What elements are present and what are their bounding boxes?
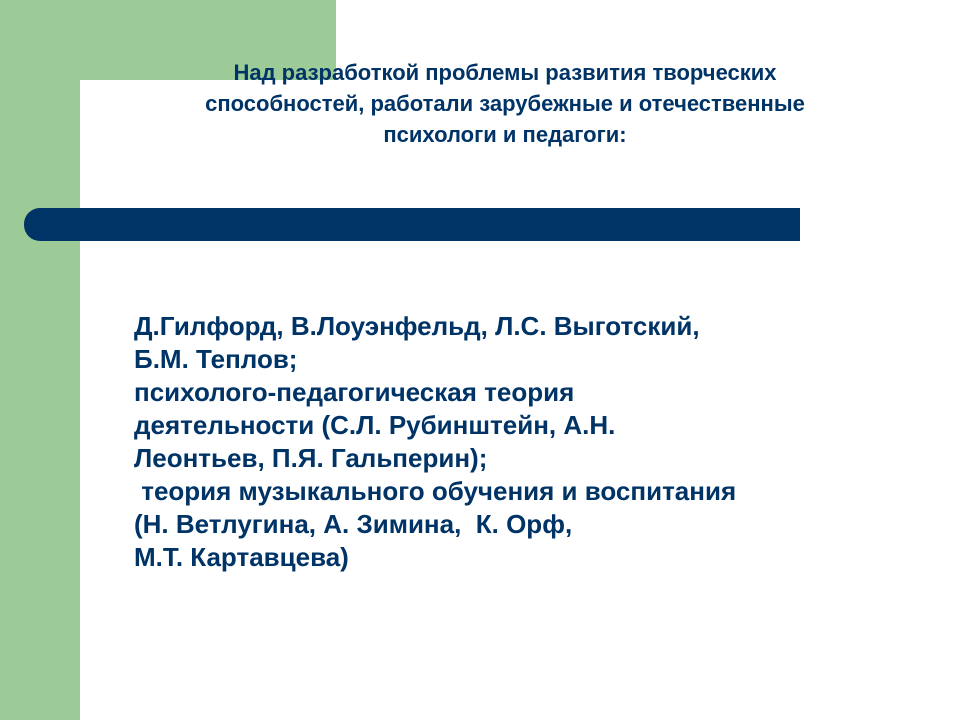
body-line: психолого-педагогическая теория [134, 377, 575, 407]
body-line: М.Т. Картавцева) [134, 542, 349, 572]
body-line: теория музыкального обучения и воспитания [134, 476, 737, 506]
slide-title-line: психологи и педагоги: [383, 122, 627, 147]
slide-title [120, 57, 890, 150]
slide-body [134, 310, 914, 574]
navy-divider-bar [24, 208, 800, 241]
body-line: деятельности (С.Л. Рубинштейн, А.Н. [134, 410, 616, 440]
left-green-stripe [0, 0, 80, 720]
slide-title-line: способностей, работали зарубежные и отечественные [205, 91, 805, 116]
body-line: Леонтьев, П.Я. Гальперин); [134, 443, 488, 473]
slide-title-line: Над разработкой проблемы развития творческих [233, 60, 777, 85]
body-line: (Н. Ветлугина, А. Зимина, К. Орф, [134, 509, 573, 539]
body-line: Б.М. Теплов; [134, 344, 298, 374]
body-line: Д.Гилфорд, В.Лоуэнфельд, Л.С. Выготский, [134, 311, 700, 341]
